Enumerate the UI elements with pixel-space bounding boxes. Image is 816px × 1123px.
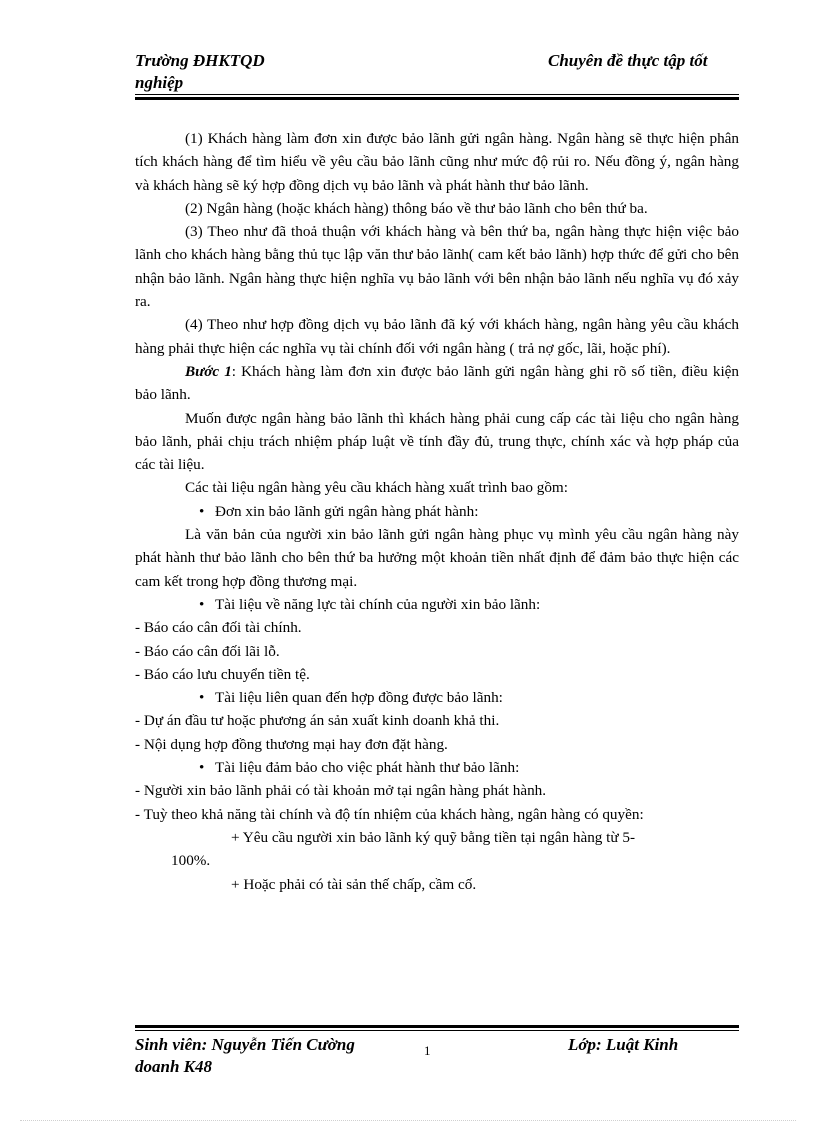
step-text: : Khách hàng làm đơn xin được bảo lãnh gửi ngân hàng ghi rõ số tiền, điều kiện bảo lãnh. xyxy=(135,362,739,404)
paragraph: (2) Ngân hàng (hoặc khách hàng) thông báo về thư bảo lãnh cho bên thứ ba. xyxy=(185,199,648,217)
page-edge xyxy=(20,1120,796,1121)
header-report-title: Chuyên đề thực tập tốt xyxy=(548,51,708,70)
paragraph: (3) Theo như đã thoả thuận với khách hàng và bên thứ ba, ngân hàng thực hiện việc bảo lãnh cho khách hàng bằng thủ tục lập văn thư bảo lãnh( cam kết bảo lãnh) hợp thức để gửi cho bên nhận bảo lãnh. Ngân hàng thực hiện nghĩa vụ bảo lãnh với bên nhận bảo lãnh nếu nghĩa vụ đó xảy ra. xyxy=(135,223,739,311)
step-label: Bước 1 xyxy=(185,362,232,380)
paragraph: Là văn bản của người xin bảo lãnh gửi ngân hàng phục vụ mình yêu cầu ngân hàng này phát hành thư bảo lãnh cho bên thứ ba hưởng một khoản tiền nhất định để đảm bảo thực hiện các cam kết trong hợp đồng thương mại. xyxy=(135,526,739,590)
footer-student xyxy=(135,1034,355,1078)
paragraph: Các tài liệu ngân hàng yêu cầu khách hàng xuất trình bao gồm: xyxy=(185,479,568,497)
bullet-item: • Đơn xin bảo lãnh gửi ngân hàng phát hành: xyxy=(135,500,739,523)
footer-student-line2: doanh K48 xyxy=(135,1057,212,1076)
plus-item-continuation: 100%. xyxy=(171,852,211,870)
dash-item: - Tuỳ theo khả năng tài chính và độ tín nhiệm của khách hàng, ngân hàng có quyền: xyxy=(135,805,644,823)
step-paragraph xyxy=(135,360,739,407)
header-rule-thin xyxy=(135,94,739,95)
footer-rule-thick xyxy=(135,1025,739,1028)
header-school xyxy=(135,50,265,94)
paragraph: Muốn được ngân hàng bảo lãnh thì khách hàng phải cung cấp các tài liệu cho ngân hàng bảo lãnh, phải chịu trách nhiệm pháp luật về tính đầy đủ, trung thực, chính xác và hợp pháp của các tài liệu. xyxy=(135,409,739,474)
footer-student-line1: Sinh viên: Nguyễn Tiến Cường xyxy=(135,1035,355,1054)
document-body xyxy=(135,127,739,896)
header-school-line1: Trường ĐHKTQD xyxy=(135,51,265,70)
dash-item: - Nội dụng hợp đồng thương mại hay đơn đặt hàng. xyxy=(135,735,448,753)
bullet-item: • Tài liệu về năng lực tài chính của người xin bảo lãnh: xyxy=(135,593,739,616)
dash-item: - Báo cáo lưu chuyển tiền tệ. xyxy=(135,665,310,683)
dash-item: - Báo cáo cân đối tài chính. xyxy=(135,619,302,637)
paragraph: (1) Khách hàng làm đơn xin được bảo lãnh gửi ngân hàng. Ngân hàng sẽ thực hiện phân tích khách hàng để tìm hiểu về yêu cầu bảo lãnh cũng như mức độ rủi ro. Nếu đồng ý, ngân hàng và khách hàng sẽ ký hợp đồng dịch vụ bảo lãnh và phát hành thư bảo lãnh. xyxy=(135,130,739,194)
plus-item: + Hoặc phải có tài sản thế chấp, cầm cố. xyxy=(231,875,477,893)
dash-item: - Báo cáo cân đối lãi lỗ. xyxy=(135,642,280,660)
bullet-item: • Tài liệu đảm bảo cho việc phát hành thư bảo lãnh: xyxy=(135,756,739,779)
plus-item: + Yêu cầu người xin bảo lãnh ký quỹ bằng tiền tại ngân hàng từ 5- xyxy=(231,828,636,846)
bullet-item: • Tài liệu liên quan đến hợp đồng được bảo lãnh: xyxy=(135,686,739,709)
dash-item: - Người xin bảo lãnh phải có tài khoản mở tại ngân hàng phát hành. xyxy=(135,782,547,800)
header-rule-thick xyxy=(135,97,739,100)
header-school-line2: nghiệp xyxy=(135,73,184,92)
page-number: 1 xyxy=(424,1043,431,1058)
paragraph: (4) Theo như hợp đồng dịch vụ bảo lãnh đã ký với khách hàng, ngân hàng yêu cầu khách hàng phải thực hiện các nghĩa vụ tài chính đối với ngân hàng ( trả nợ gốc, lãi, hoặc phí). xyxy=(135,316,739,357)
dash-item: - Dự án đầu tư hoặc phương án sản xuất kinh doanh khả thi. xyxy=(135,712,500,730)
footer-class: Lớp: Luật Kinh xyxy=(568,1035,679,1054)
footer-rule-thin xyxy=(135,1030,739,1031)
